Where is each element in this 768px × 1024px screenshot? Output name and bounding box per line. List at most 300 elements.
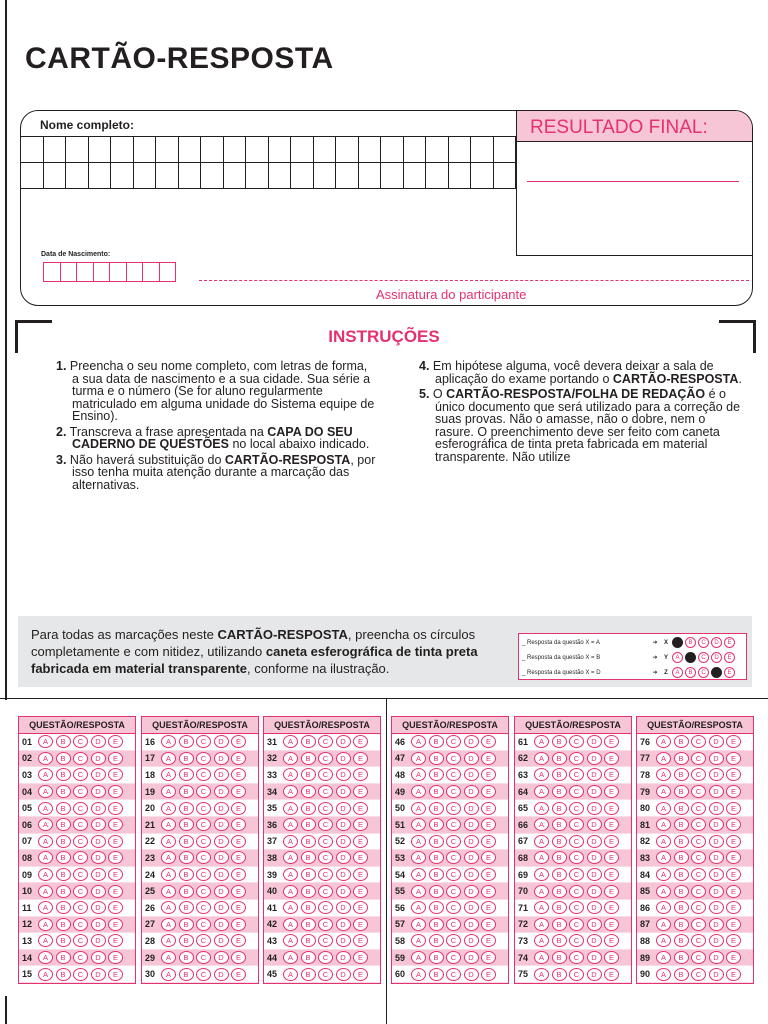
answer-bubble-b[interactable]: B — [56, 785, 71, 798]
answer-bubble-e[interactable]: E — [604, 918, 619, 931]
answer-bubble-b[interactable]: B — [301, 768, 316, 781]
answer-bubble-c[interactable]: C — [446, 835, 461, 848]
answer-bubble-d[interactable]: D — [336, 934, 351, 947]
answer-bubble-b[interactable]: B — [552, 918, 567, 931]
answer-bubble-e[interactable]: E — [604, 752, 619, 765]
answer-bubble-e[interactable]: E — [231, 885, 246, 898]
answer-bubble-d[interactable]: D — [709, 868, 724, 881]
answer-bubble-d[interactable]: D — [464, 918, 479, 931]
answer-bubble-a[interactable]: A — [656, 918, 671, 931]
answer-bubble-a[interactable]: A — [411, 901, 426, 914]
name-cell[interactable] — [381, 137, 404, 163]
answer-bubble-a[interactable]: A — [161, 885, 176, 898]
answer-bubble-a[interactable]: A — [283, 918, 298, 931]
answer-bubble-c[interactable]: C — [446, 885, 461, 898]
name-cell[interactable] — [44, 163, 67, 189]
answer-bubble-a[interactable]: A — [411, 934, 426, 947]
name-cell[interactable] — [269, 137, 292, 163]
answer-bubble-b[interactable]: B — [56, 901, 71, 914]
answer-bubble-a[interactable]: A — [38, 835, 53, 848]
answer-bubble-c[interactable]: C — [73, 934, 88, 947]
answer-bubble-a[interactable]: A — [656, 901, 671, 914]
answer-bubble-b[interactable]: B — [674, 918, 689, 931]
answer-bubble-b[interactable]: B — [301, 868, 316, 881]
answer-bubble-a[interactable]: A — [534, 735, 549, 748]
answer-bubble-b[interactable]: B — [552, 752, 567, 765]
answer-bubble-c[interactable]: C — [446, 868, 461, 881]
answer-bubble-c[interactable]: C — [569, 868, 584, 881]
answer-bubble-e[interactable]: E — [604, 768, 619, 781]
answer-bubble-b[interactable]: B — [429, 752, 444, 765]
answer-bubble-d[interactable]: D — [91, 735, 106, 748]
answer-bubble-a[interactable]: A — [656, 868, 671, 881]
answer-bubble-e[interactable]: E — [481, 835, 496, 848]
answer-bubble-d[interactable]: D — [709, 918, 724, 931]
answer-bubble-e[interactable]: E — [726, 918, 741, 931]
answer-bubble-e[interactable]: E — [604, 868, 619, 881]
name-cell[interactable] — [426, 137, 449, 163]
answer-bubble-e[interactable]: E — [481, 951, 496, 964]
answer-bubble-d[interactable]: D — [91, 951, 106, 964]
answer-bubble-e[interactable]: E — [726, 934, 741, 947]
answer-bubble-a[interactable]: A — [534, 785, 549, 798]
answer-bubble-c[interactable]: C — [196, 934, 211, 947]
answer-bubble-a[interactable]: A — [283, 735, 298, 748]
answer-bubble-a[interactable]: A — [161, 835, 176, 848]
answer-bubble-c[interactable]: C — [196, 752, 211, 765]
answer-bubble-a[interactable]: A — [411, 968, 426, 981]
answer-bubble-e[interactable]: E — [108, 752, 123, 765]
answer-bubble-d[interactable]: D — [214, 951, 229, 964]
answer-bubble-a[interactable]: A — [656, 802, 671, 815]
answer-bubble-e[interactable]: E — [604, 802, 619, 815]
answer-bubble-c[interactable]: C — [446, 851, 461, 864]
answer-bubble-b[interactable]: B — [56, 735, 71, 748]
answer-bubble-e[interactable]: E — [726, 802, 741, 815]
answer-bubble-d[interactable]: D — [214, 868, 229, 881]
answer-bubble-c[interactable]: C — [196, 735, 211, 748]
answer-bubble-c[interactable]: C — [569, 951, 584, 964]
answer-bubble-b[interactable]: B — [301, 802, 316, 815]
answer-bubble-e[interactable]: E — [353, 818, 368, 831]
answer-bubble-a[interactable]: A — [534, 752, 549, 765]
answer-bubble-e[interactable]: E — [353, 802, 368, 815]
answer-bubble-a[interactable]: A — [38, 918, 53, 931]
answer-bubble-a[interactable]: A — [161, 768, 176, 781]
answer-bubble-d[interactable]: D — [709, 934, 724, 947]
name-cell[interactable] — [494, 163, 517, 189]
answer-bubble-a[interactable]: A — [656, 752, 671, 765]
answer-bubble-a[interactable]: A — [411, 768, 426, 781]
answer-bubble-d[interactable]: D — [91, 752, 106, 765]
answer-bubble-e[interactable]: E — [726, 818, 741, 831]
name-cell[interactable] — [336, 137, 359, 163]
answer-bubble-c[interactable]: C — [318, 752, 333, 765]
name-cell[interactable] — [66, 137, 89, 163]
answer-bubble-e[interactable]: E — [481, 934, 496, 947]
answer-bubble-d[interactable]: D — [464, 868, 479, 881]
answer-bubble-d[interactable]: D — [709, 768, 724, 781]
answer-bubble-e[interactable]: E — [108, 735, 123, 748]
answer-bubble-a[interactable]: A — [38, 934, 53, 947]
answer-bubble-c[interactable]: C — [196, 885, 211, 898]
answer-bubble-b[interactable]: B — [179, 868, 194, 881]
answer-bubble-d[interactable]: D — [464, 835, 479, 848]
answer-bubble-d[interactable]: D — [214, 735, 229, 748]
answer-bubble-c[interactable]: C — [73, 835, 88, 848]
answer-bubble-c[interactable]: C — [318, 735, 333, 748]
answer-bubble-b[interactable]: B — [429, 885, 444, 898]
answer-bubble-b[interactable]: B — [179, 901, 194, 914]
answer-bubble-d[interactable]: D — [464, 968, 479, 981]
answer-bubble-e[interactable]: E — [108, 868, 123, 881]
answer-bubble-b[interactable]: B — [552, 802, 567, 815]
answer-bubble-d[interactable]: D — [91, 901, 106, 914]
answer-bubble-a[interactable]: A — [411, 735, 426, 748]
answer-bubble-e[interactable]: E — [231, 901, 246, 914]
answer-bubble-d[interactable]: D — [214, 818, 229, 831]
answer-bubble-a[interactable]: A — [534, 868, 549, 881]
answer-bubble-b[interactable]: B — [552, 735, 567, 748]
answer-bubble-b[interactable]: B — [179, 802, 194, 815]
answer-bubble-a[interactable]: A — [283, 851, 298, 864]
answer-bubble-d[interactable]: D — [587, 901, 602, 914]
answer-bubble-e[interactable]: E — [231, 735, 246, 748]
answer-bubble-c[interactable]: C — [691, 752, 706, 765]
answer-bubble-a[interactable]: A — [534, 768, 549, 781]
answer-bubble-d[interactable]: D — [587, 868, 602, 881]
answer-bubble-d[interactable]: D — [214, 835, 229, 848]
answer-bubble-b[interactable]: B — [301, 885, 316, 898]
answer-bubble-e[interactable]: E — [353, 851, 368, 864]
answer-bubble-c[interactable]: C — [569, 785, 584, 798]
answer-bubble-e[interactable]: E — [353, 901, 368, 914]
dob-cell[interactable] — [126, 262, 144, 282]
answer-bubble-b[interactable]: B — [179, 735, 194, 748]
answer-bubble-b[interactable]: B — [301, 951, 316, 964]
answer-bubble-c[interactable]: C — [446, 968, 461, 981]
answer-bubble-b[interactable]: B — [674, 901, 689, 914]
answer-bubble-d[interactable]: D — [709, 818, 724, 831]
answer-bubble-d[interactable]: D — [587, 768, 602, 781]
answer-bubble-a[interactable]: A — [534, 802, 549, 815]
name-cell[interactable] — [381, 163, 404, 189]
answer-bubble-e[interactable]: E — [231, 818, 246, 831]
answer-bubble-c[interactable]: C — [318, 835, 333, 848]
answer-bubble-d[interactable]: D — [336, 768, 351, 781]
answer-bubble-a[interactable]: A — [656, 768, 671, 781]
answer-bubble-c[interactable]: C — [318, 768, 333, 781]
answer-bubble-d[interactable]: D — [709, 785, 724, 798]
answer-bubble-b[interactable]: B — [179, 818, 194, 831]
answer-bubble-b[interactable]: B — [179, 835, 194, 848]
answer-bubble-a[interactable]: A — [283, 901, 298, 914]
answer-bubble-d[interactable]: D — [464, 735, 479, 748]
answer-bubble-b[interactable]: B — [179, 918, 194, 931]
answer-bubble-e[interactable]: E — [726, 851, 741, 864]
answer-bubble-c[interactable]: C — [569, 802, 584, 815]
answer-bubble-a[interactable]: A — [534, 968, 549, 981]
answer-bubble-c[interactable]: C — [318, 785, 333, 798]
answer-bubble-c[interactable]: C — [73, 868, 88, 881]
answer-bubble-c[interactable]: C — [318, 968, 333, 981]
answer-bubble-d[interactable]: D — [709, 735, 724, 748]
answer-bubble-b[interactable]: B — [552, 785, 567, 798]
answer-bubble-b[interactable]: B — [674, 868, 689, 881]
answer-bubble-d[interactable]: D — [464, 752, 479, 765]
answer-bubble-c[interactable]: C — [196, 818, 211, 831]
answer-bubble-a[interactable]: A — [38, 868, 53, 881]
answer-bubble-e[interactable]: E — [231, 802, 246, 815]
answer-bubble-c[interactable]: C — [446, 951, 461, 964]
answer-bubble-c[interactable]: C — [73, 901, 88, 914]
name-cell[interactable] — [111, 163, 134, 189]
answer-bubble-d[interactable]: D — [214, 785, 229, 798]
name-cell[interactable] — [246, 163, 269, 189]
answer-bubble-e[interactable]: E — [231, 785, 246, 798]
answer-bubble-d[interactable]: D — [336, 818, 351, 831]
answer-bubble-c[interactable]: C — [691, 851, 706, 864]
answer-bubble-c[interactable]: C — [196, 918, 211, 931]
answer-bubble-b[interactable]: B — [179, 934, 194, 947]
answer-bubble-a[interactable]: A — [38, 802, 53, 815]
answer-bubble-d[interactable]: D — [464, 885, 479, 898]
answer-bubble-a[interactable]: A — [656, 851, 671, 864]
answer-bubble-a[interactable]: A — [161, 802, 176, 815]
answer-bubble-c[interactable]: C — [446, 918, 461, 931]
answer-bubble-e[interactable]: E — [604, 851, 619, 864]
answer-bubble-a[interactable]: A — [38, 768, 53, 781]
name-cell[interactable] — [471, 137, 494, 163]
answer-bubble-e[interactable]: E — [353, 951, 368, 964]
answer-bubble-c[interactable]: C — [691, 868, 706, 881]
answer-bubble-a[interactable]: A — [38, 968, 53, 981]
answer-bubble-b[interactable]: B — [56, 968, 71, 981]
answer-bubble-a[interactable]: A — [411, 835, 426, 848]
dob-boxes[interactable] — [43, 262, 175, 282]
answer-bubble-c[interactable]: C — [569, 768, 584, 781]
answer-bubble-b[interactable]: B — [179, 885, 194, 898]
answer-bubble-c[interactable]: C — [73, 851, 88, 864]
answer-bubble-c[interactable]: C — [446, 735, 461, 748]
answer-bubble-a[interactable]: A — [161, 818, 176, 831]
dob-cell[interactable] — [109, 262, 127, 282]
answer-bubble-a[interactable]: A — [411, 918, 426, 931]
answer-bubble-a[interactable]: A — [38, 885, 53, 898]
name-cell[interactable] — [404, 163, 427, 189]
answer-bubble-d[interactable]: D — [336, 802, 351, 815]
answer-bubble-e[interactable]: E — [231, 951, 246, 964]
answer-bubble-d[interactable]: D — [464, 851, 479, 864]
answer-bubble-a[interactable]: A — [38, 951, 53, 964]
answer-bubble-b[interactable]: B — [674, 951, 689, 964]
answer-bubble-b[interactable]: B — [674, 752, 689, 765]
answer-bubble-d[interactable]: D — [709, 851, 724, 864]
answer-bubble-d[interactable]: D — [214, 851, 229, 864]
answer-bubble-a[interactable]: A — [411, 785, 426, 798]
name-cell[interactable] — [314, 163, 337, 189]
answer-bubble-e[interactable]: E — [481, 818, 496, 831]
answer-bubble-e[interactable]: E — [108, 785, 123, 798]
answer-bubble-c[interactable]: C — [569, 885, 584, 898]
answer-bubble-a[interactable]: A — [283, 785, 298, 798]
answer-bubble-e[interactable]: E — [108, 918, 123, 931]
answer-bubble-d[interactable]: D — [709, 901, 724, 914]
answer-bubble-d[interactable]: D — [709, 968, 724, 981]
answer-bubble-d[interactable]: D — [709, 752, 724, 765]
name-cell[interactable] — [66, 163, 89, 189]
answer-bubble-e[interactable]: E — [726, 868, 741, 881]
answer-bubble-d[interactable]: D — [91, 802, 106, 815]
answer-bubble-b[interactable]: B — [674, 735, 689, 748]
answer-bubble-c[interactable]: C — [318, 851, 333, 864]
answer-bubble-c[interactable]: C — [73, 785, 88, 798]
answer-bubble-a[interactable]: A — [161, 851, 176, 864]
answer-bubble-a[interactable]: A — [38, 901, 53, 914]
name-cell[interactable] — [359, 163, 382, 189]
answer-bubble-c[interactable]: C — [446, 768, 461, 781]
answer-bubble-b[interactable]: B — [179, 752, 194, 765]
name-cell[interactable] — [89, 163, 112, 189]
answer-bubble-c[interactable]: C — [196, 901, 211, 914]
answer-bubble-a[interactable]: A — [411, 868, 426, 881]
answer-bubble-d[interactable]: D — [91, 768, 106, 781]
name-cell[interactable] — [426, 163, 449, 189]
name-cell[interactable] — [291, 163, 314, 189]
answer-bubble-b[interactable]: B — [552, 818, 567, 831]
answer-bubble-d[interactable]: D — [587, 818, 602, 831]
name-cell[interactable] — [449, 163, 472, 189]
answer-bubble-b[interactable]: B — [179, 768, 194, 781]
answer-bubble-b[interactable]: B — [56, 951, 71, 964]
answer-bubble-a[interactable]: A — [656, 885, 671, 898]
answer-bubble-d[interactable]: D — [214, 934, 229, 947]
answer-bubble-c[interactable]: C — [196, 968, 211, 981]
answer-bubble-e[interactable]: E — [481, 918, 496, 931]
answer-bubble-b[interactable]: B — [301, 934, 316, 947]
name-cell[interactable] — [471, 163, 494, 189]
answer-bubble-b[interactable]: B — [301, 835, 316, 848]
answer-bubble-e[interactable]: E — [353, 752, 368, 765]
answer-bubble-e[interactable]: E — [353, 785, 368, 798]
answer-bubble-d[interactable]: D — [336, 735, 351, 748]
answer-bubble-d[interactable]: D — [336, 851, 351, 864]
answer-bubble-d[interactable]: D — [587, 802, 602, 815]
answer-bubble-e[interactable]: E — [231, 868, 246, 881]
name-cell[interactable] — [224, 137, 247, 163]
answer-bubble-c[interactable]: C — [73, 918, 88, 931]
answer-bubble-b[interactable]: B — [429, 934, 444, 947]
name-cell[interactable] — [156, 163, 179, 189]
answer-bubble-e[interactable]: E — [481, 868, 496, 881]
answer-bubble-a[interactable]: A — [161, 951, 176, 964]
answer-bubble-d[interactable]: D — [587, 851, 602, 864]
answer-bubble-a[interactable]: A — [411, 802, 426, 815]
answer-bubble-b[interactable]: B — [429, 951, 444, 964]
answer-bubble-c[interactable]: C — [196, 768, 211, 781]
answer-bubble-a[interactable]: A — [656, 735, 671, 748]
answer-bubble-b[interactable]: B — [552, 868, 567, 881]
answer-bubble-e[interactable]: E — [481, 901, 496, 914]
answer-bubble-b[interactable]: B — [429, 901, 444, 914]
answer-bubble-e[interactable]: E — [353, 885, 368, 898]
answer-bubble-c[interactable]: C — [73, 951, 88, 964]
answer-bubble-e[interactable]: E — [353, 934, 368, 947]
answer-bubble-c[interactable]: C — [691, 951, 706, 964]
answer-bubble-d[interactable]: D — [587, 885, 602, 898]
answer-bubble-a[interactable]: A — [534, 951, 549, 964]
answer-bubble-d[interactable]: D — [587, 752, 602, 765]
answer-bubble-c[interactable]: C — [446, 901, 461, 914]
answer-bubble-e[interactable]: E — [231, 851, 246, 864]
answer-bubble-c[interactable]: C — [73, 768, 88, 781]
answer-bubble-d[interactable]: D — [214, 901, 229, 914]
dob-cell[interactable] — [76, 262, 94, 282]
dob-cell[interactable] — [43, 262, 61, 282]
dob-cell[interactable] — [60, 262, 78, 282]
answer-bubble-b[interactable]: B — [179, 785, 194, 798]
answer-bubble-a[interactable]: A — [534, 934, 549, 947]
answer-bubble-d[interactable]: D — [709, 835, 724, 848]
answer-bubble-c[interactable]: C — [318, 818, 333, 831]
answer-bubble-c[interactable]: C — [318, 885, 333, 898]
answer-bubble-c[interactable]: C — [691, 901, 706, 914]
answer-bubble-c[interactable]: C — [691, 885, 706, 898]
answer-bubble-b[interactable]: B — [56, 868, 71, 881]
answer-bubble-d[interactable]: D — [464, 901, 479, 914]
answer-bubble-c[interactable]: C — [446, 818, 461, 831]
name-cell[interactable] — [291, 137, 314, 163]
answer-bubble-e[interactable]: E — [604, 785, 619, 798]
answer-bubble-c[interactable]: C — [569, 835, 584, 848]
answer-bubble-c[interactable]: C — [569, 968, 584, 981]
answer-bubble-b[interactable]: B — [674, 802, 689, 815]
answer-bubble-b[interactable]: B — [301, 918, 316, 931]
answer-bubble-c[interactable]: C — [691, 785, 706, 798]
answer-bubble-a[interactable]: A — [411, 818, 426, 831]
answer-bubble-d[interactable]: D — [214, 802, 229, 815]
answer-bubble-b[interactable]: B — [552, 768, 567, 781]
answer-bubble-c[interactable]: C — [73, 735, 88, 748]
answer-bubble-c[interactable]: C — [446, 934, 461, 947]
answer-bubble-c[interactable]: C — [318, 934, 333, 947]
answer-bubble-d[interactable]: D — [91, 885, 106, 898]
answer-bubble-a[interactable]: A — [656, 968, 671, 981]
answer-bubble-d[interactable]: D — [464, 934, 479, 947]
answer-bubble-c[interactable]: C — [196, 785, 211, 798]
answer-bubble-c[interactable]: C — [318, 802, 333, 815]
answer-bubble-b[interactable]: B — [674, 835, 689, 848]
answer-bubble-b[interactable]: B — [429, 818, 444, 831]
name-cell[interactable] — [156, 137, 179, 163]
answer-bubble-a[interactable]: A — [534, 835, 549, 848]
answer-bubble-b[interactable]: B — [674, 934, 689, 947]
answer-bubble-e[interactable]: E — [481, 735, 496, 748]
answer-bubble-e[interactable]: E — [108, 934, 123, 947]
answer-bubble-d[interactable]: D — [464, 951, 479, 964]
answer-bubble-c[interactable]: C — [691, 835, 706, 848]
answer-bubble-b[interactable]: B — [56, 918, 71, 931]
answer-bubble-a[interactable]: A — [534, 901, 549, 914]
answer-bubble-d[interactable]: D — [91, 968, 106, 981]
answer-bubble-c[interactable]: C — [196, 851, 211, 864]
answer-bubble-e[interactable]: E — [604, 885, 619, 898]
answer-bubble-b[interactable]: B — [429, 918, 444, 931]
answer-bubble-d[interactable]: D — [464, 818, 479, 831]
name-cell[interactable] — [359, 137, 382, 163]
answer-bubble-e[interactable]: E — [481, 968, 496, 981]
answer-bubble-b[interactable]: B — [429, 851, 444, 864]
